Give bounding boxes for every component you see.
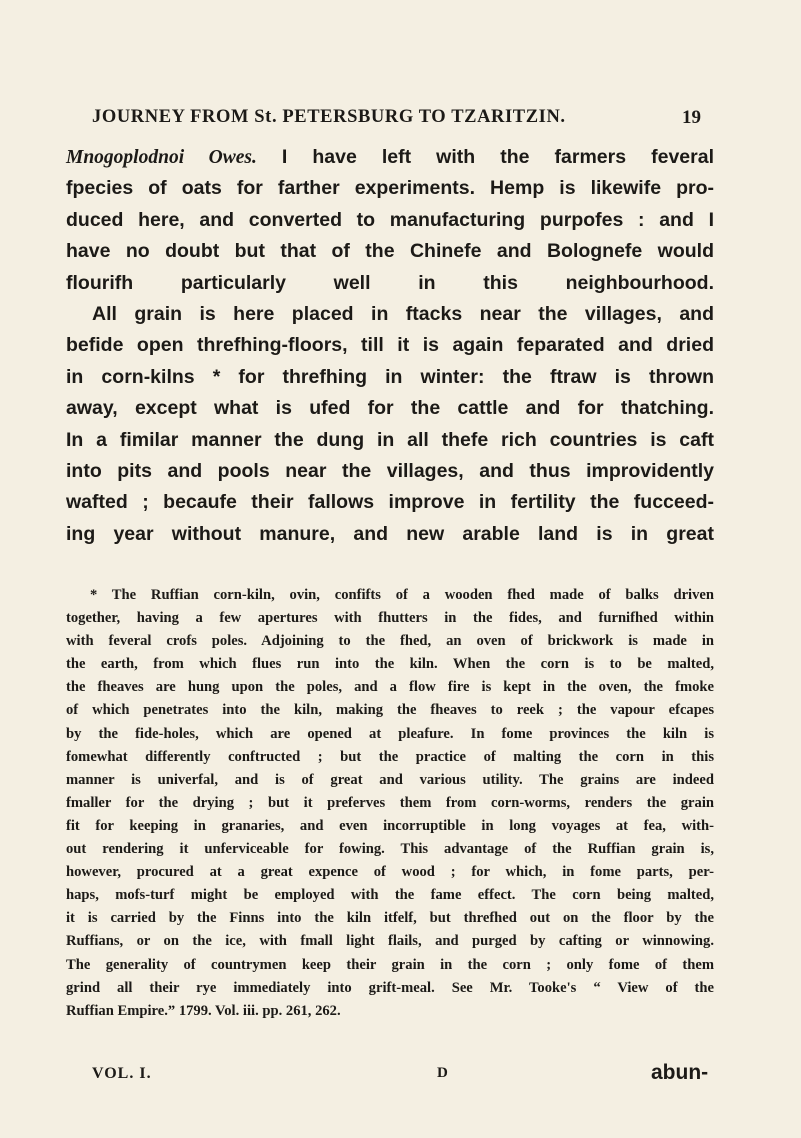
running-head (0, 107, 801, 137)
body-line (66, 173, 714, 204)
footnote-line-text: the fheaves are hung upon the poles, and a flow fire is kept in the oven, the fmoke (66, 679, 714, 696)
footnote-line (66, 676, 714, 699)
footnote-line (66, 723, 714, 746)
catchword: abun- (651, 1061, 709, 1084)
footnote-line (66, 746, 714, 769)
footnote-line-text: by the fide-holes, which are opened at pleafure. In fome provinces the kiln is (66, 725, 714, 742)
body-line-text: In a fimilar manner the dung in all thefe rich countries is caft (66, 428, 714, 451)
footnote (66, 584, 714, 1023)
body-line-text: All grain is here placed in ftacks near the villages, and (92, 302, 714, 325)
footnote-line (66, 838, 714, 861)
body-line-text: I have left with the farmers feveral (256, 146, 715, 168)
body-line-text: away, except what is ufed for the cattle and for thatching. (66, 397, 714, 420)
footnote-line-text: Ruffians, or on the ice, with fmall light flails, and purged by cafting or winnowing. (66, 933, 714, 950)
body-line (66, 393, 714, 424)
footnote-line (66, 653, 714, 676)
footnote-line (66, 930, 714, 953)
body-line (66, 425, 714, 456)
volume-label: VOL. I. (92, 1065, 152, 1082)
footnote-line-text: * The Ruffian corn-kiln, ovin, confifts of a wooden fhed made of balks driven (90, 587, 714, 603)
body-line (66, 330, 714, 361)
footnote-line (66, 1000, 714, 1023)
body-line-text: have no doubt but that of the Chinefe and Bolognefe would (66, 240, 714, 263)
footnote-line (66, 769, 714, 792)
page-number: 19 (682, 107, 701, 128)
body-line (66, 362, 714, 393)
footnote-line-text: it is carried by the Finns into the kiln itfelf, but threfhed out on the floor by the (66, 910, 714, 927)
footnote-line-text: the earth, from which flues run into the kiln. When the corn is to be malted, (66, 656, 714, 673)
main-text (66, 142, 714, 550)
footnote-line (66, 699, 714, 722)
footnote-line-text: with feveral crofs poles. Adjoining to the fhed, an oven of brickwork is made in (66, 633, 714, 650)
footnote-line-text: however, procured at a great expence of wood ; for which, in fome parts, per- (66, 864, 714, 881)
footnote-line-text: out rendering it unferviceable for fowing. This advantage of the Ruffian grain is, (66, 841, 714, 858)
footnote-line (66, 607, 714, 630)
body-line (66, 519, 714, 550)
footnote-line-text: fmaller for the drying ; but it preferves them from corn-worms, renders the grain (66, 794, 714, 811)
footnote-line-text: of which penetrates into the kiln, making the fheaves to reek ; the vapour efcapes (66, 702, 714, 719)
body-line (66, 487, 714, 518)
footnote-line (66, 792, 714, 815)
footnote-line-text: fomewhat differently conftructed ; but the practice of malting the corn in this (66, 748, 714, 765)
footnote-line-text: haps, mofs-turf might be employed with the fame effect. The corn being malted, (66, 887, 714, 904)
footnote-line (66, 584, 714, 607)
footnote-line-text: The generality of countrymen keep their grain in the corn ; only fome of them (66, 956, 714, 973)
footnote-line (66, 884, 714, 907)
footnote-line (66, 977, 714, 1000)
body-line-text: into pits and pools near the villages, and thus improvidently (66, 459, 714, 482)
footnote-line-text: Ruffian Empire.” 1799. Vol. iii. pp. 261, 262. (66, 1002, 341, 1019)
body-line-text: ing year without manure, and new arable land is in great (66, 522, 714, 545)
body-line-text: flourifh particularly well in this neighbourhood. (66, 271, 714, 294)
body-line (66, 236, 714, 267)
body-line-text: fpecies of oats for farther experiments. Hemp is likewife pro- (66, 177, 714, 200)
footnote-line (66, 907, 714, 930)
body-line (66, 205, 714, 236)
body-line-text: wafted ; becaufe their fallows improve in fertility the fucceed- (66, 491, 714, 514)
footnote-line (66, 861, 714, 884)
signature-mark: D (437, 1065, 448, 1081)
body-line (66, 268, 714, 299)
body-italic-run: Mnogoplodnoi Owes. (66, 147, 257, 168)
body-line-text: befide open threfhing-floors, till it is again feparated and dried (66, 334, 714, 357)
body-line (66, 299, 714, 330)
body-line-text: duced here, and converted to manufacturing purpofes : and I (66, 208, 714, 231)
running-title: JOURNEY FROM St. PETERSBURG TO TZARITZIN. (92, 107, 566, 127)
body-line (66, 456, 714, 487)
footnote-line (66, 954, 714, 977)
footnote-line (66, 815, 714, 838)
footnote-line-text: manner is univerfal, and is of great and various utility. The grains are indeed (66, 771, 714, 788)
footnote-line (66, 630, 714, 653)
body-line-text: in corn-kilns * for threfhing in winter: the ftraw is thrown (66, 365, 714, 388)
footnote-line-text: grind all their rye immediately into grift-meal. See Mr. Tooke's “ View of the (66, 979, 714, 996)
page-footer (0, 1061, 801, 1091)
footnote-line-text: fit for keeping in granaries, and even incorruptible in long voyages at fea, with- (66, 817, 714, 834)
body-line (66, 142, 714, 173)
footnote-line-text: together, having a few apertures with fhutters in the fides, and furnifhed within (66, 610, 714, 627)
